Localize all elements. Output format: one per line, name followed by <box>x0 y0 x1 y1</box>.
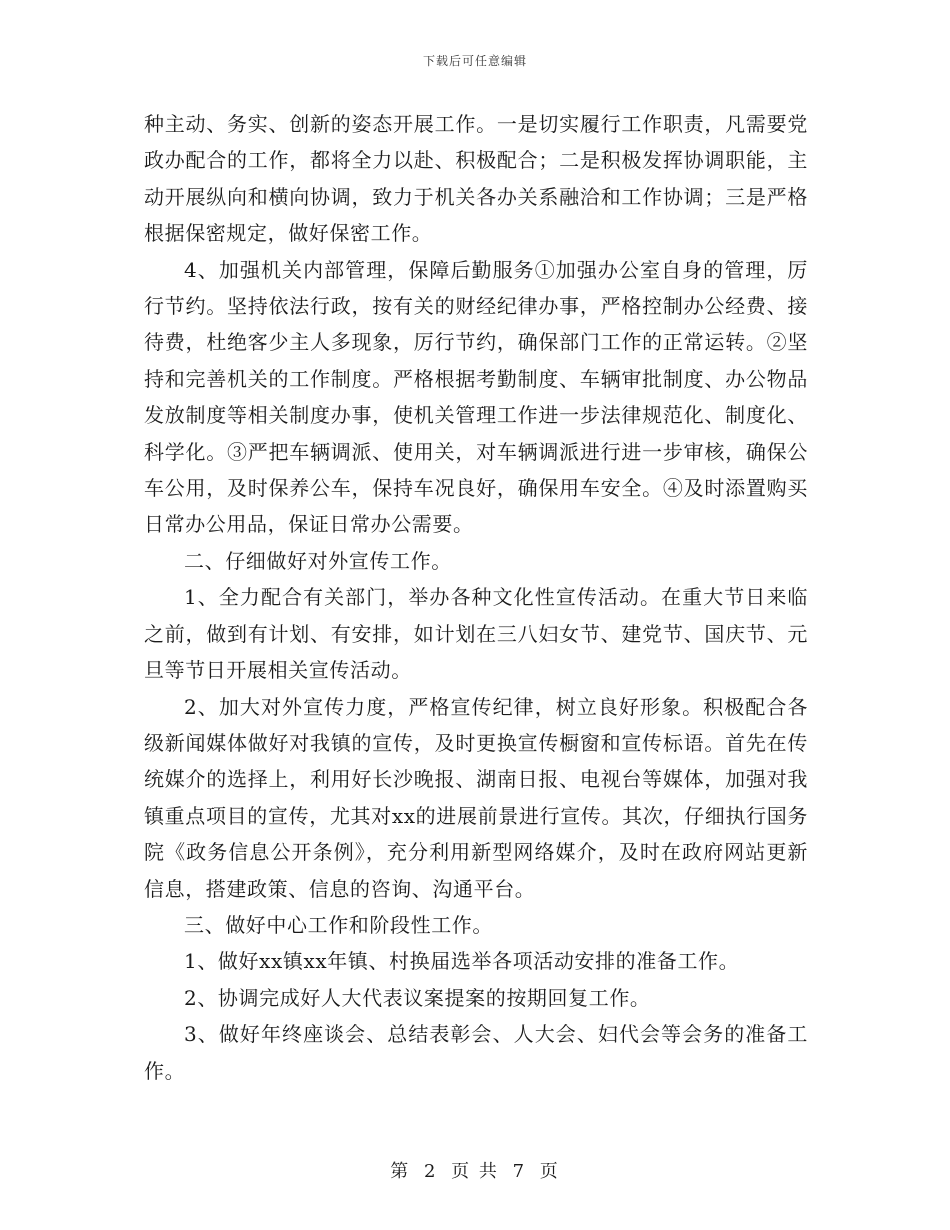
paragraph-4: 1、全力配合有关部门，举办各种文化性宣传活动。在重大节日来临之前，做到有计划、有安排，如计划在三八妇女节、建党节、国庆节、元旦等节日开展相关宣传活动。 <box>144 585 808 683</box>
paragraph-5: 2、加大对外宣传力度，严格宣传纪律，树立良好形象。积极配合各级新闻媒体做好对我镇的宣传，及时更换宣传橱窗和宣传标语。首先在传统媒介的选择上，利用好长沙晚报、湖南日报、电视台等媒体，加强对我镇重点项目的宣传，尤其对xx的进展前景进行宣传。其次，仔细执行国务院《政务信息公开条例》，充分利用新型网络媒介，及时在政府网站更新信息，搭建政策、信息的咨询、沟通平台。 <box>144 694 808 901</box>
body-text <box>144 106 808 1089</box>
paragraph-1: 种主动、务实、创新的姿态开展工作。一是切实履行工作职责，凡需要党政办配合的工作，都将全力以赴、积极配合；二是积极发挥协调职能，主动开展纵向和横向协调，致力于机关各办关系融洽和工作协调；三是严格根据保密规定，做好保密工作。 <box>144 112 808 246</box>
paragraph-6: 三、做好中心工作和阶段性工作。 <box>184 912 493 937</box>
paragraph-7: 1、做好xx镇xx年镇、村换届选举各项活动安排的准备工作。 <box>184 949 740 974</box>
footer-suffix: 页 <box>539 1161 560 1182</box>
footer-total-pages: 7 <box>512 1161 527 1182</box>
paragraph-9: 3、做好年终座谈会、总结表彰会、人大会、妇代会等会务的准备工作。 <box>144 1022 808 1083</box>
paragraph-2: 4、加强机关内部管理，保障后勤服务①加强办公室自身的管理，厉行节约。坚持依法行政，按有关的财经纪律办事，严格控制办公经费、接待费，杜绝客少主人多现象，厉行节约，确保部门工作的正常运转。②坚持和完善机关的工作制度。严格根据考勤制度、车辆审批制度、办公物品发放制度等相关制度办事，使机关管理工作进一步法律规范化、制度化、科学化。③严把车辆调派、使用关，对车辆调派进行进一步审核，确保公车公用，及时保养公车，保持车况良好，确保用车安全。④及时添置购买日常办公用品，保证日常办公需要。 <box>144 257 808 537</box>
footer-current-page: 2 <box>423 1161 438 1182</box>
page-footer <box>0 1157 950 1183</box>
paragraph-3: 二、仔细做好对外宣传工作。 <box>184 548 452 573</box>
paragraph-8: 2、协调完成好人大代表议案提案的按期回复工作。 <box>184 985 651 1010</box>
footer-prefix: 第 <box>390 1161 411 1182</box>
header-note: 下载后可任意编辑 <box>422 54 527 68</box>
footer-middle: 页 共 <box>451 1161 499 1182</box>
